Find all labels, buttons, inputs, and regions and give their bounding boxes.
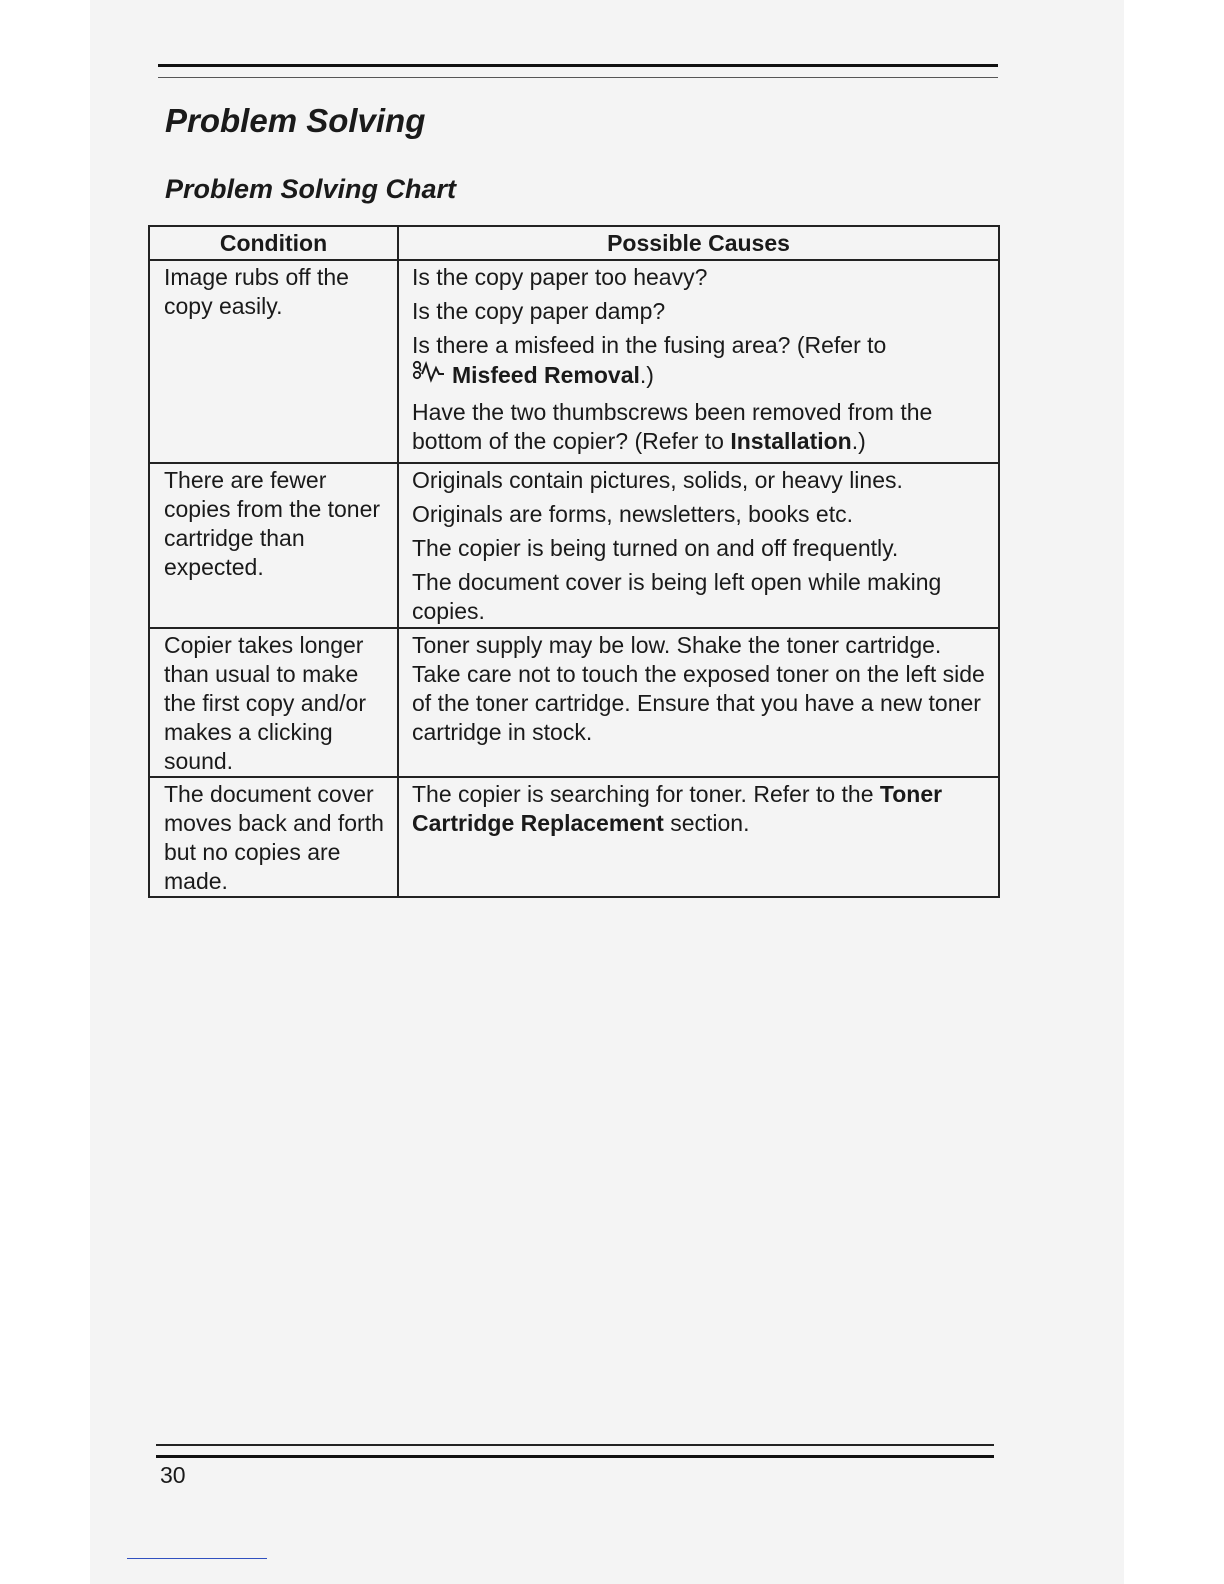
cause-item: The document cover is being left open while making copies.: [412, 569, 942, 624]
page-number: 30: [160, 1462, 186, 1488]
cause-item: [412, 331, 988, 393]
link-underline: [127, 1558, 267, 1559]
cause-text: section.: [663, 810, 750, 836]
cause-item: Is the copy paper too heavy?: [412, 264, 708, 290]
condition-cell: Image rubs off the copy easily.: [149, 260, 398, 463]
cause-item: Is the copy paper damp?: [412, 298, 666, 324]
page-title: Problem Solving: [165, 102, 426, 139]
header-rule: [158, 64, 998, 67]
causes-cell: [398, 463, 999, 628]
condition-cell: The document cover moves back and forth but no copies are made.: [149, 777, 398, 897]
table-row: [149, 628, 999, 777]
cause-item: The copier is being turned on and off frequently.: [412, 535, 899, 561]
causes-cell: [398, 777, 999, 897]
cause-text: .): [639, 362, 654, 388]
causes-cell: [398, 628, 999, 777]
cause-text: Have the two thumbscrews been removed from the bottom of the copier? (Refer to: [412, 399, 933, 454]
table-header-row: [149, 226, 999, 260]
footer-rule: [156, 1455, 994, 1458]
footer-rule-thin: [156, 1444, 994, 1446]
cause-item: Originals are forms, newsletters, books etc.: [412, 501, 853, 527]
table-row: [149, 777, 999, 897]
header-rule-thin: [158, 77, 998, 78]
cause-text: Is there a misfeed in the fusing area? (Refer to: [412, 332, 887, 358]
causes-cell: [398, 260, 999, 463]
cause-item: [412, 780, 988, 838]
condition-cell: Copier takes longer than usual to make the first copy and/or makes a clicking sound.: [149, 628, 398, 777]
cause-text: .): [851, 428, 866, 454]
table-row: [149, 260, 999, 463]
problem-solving-table: [148, 225, 1000, 898]
cause-link-text: Installation: [730, 428, 852, 454]
header-possible-causes: Possible Causes: [398, 226, 999, 260]
header-condition: Condition: [149, 226, 398, 260]
cause-text: The copier is searching for toner. Refer to the: [412, 781, 880, 807]
cause-item: Originals contain pictures, solids, or heavy lines.: [412, 467, 903, 493]
section-title: Problem Solving Chart: [165, 174, 457, 204]
cause-item: Toner supply may be low. Shake the toner cartridge. Take care not to touch the exposed toner on the left side of the toner cartridge. Ensure that you have a new toner cartridge in stock.: [412, 632, 985, 745]
cause-link-text: Misfeed Removal: [452, 362, 640, 388]
cause-item: [412, 398, 988, 456]
table-row: [149, 463, 999, 628]
condition-cell: There are fewer copies from the toner cartridge than expected.: [149, 463, 398, 628]
misfeed-icon: [412, 360, 448, 393]
cause-link-text: Toner Cartridge Replacement: [412, 781, 943, 836]
